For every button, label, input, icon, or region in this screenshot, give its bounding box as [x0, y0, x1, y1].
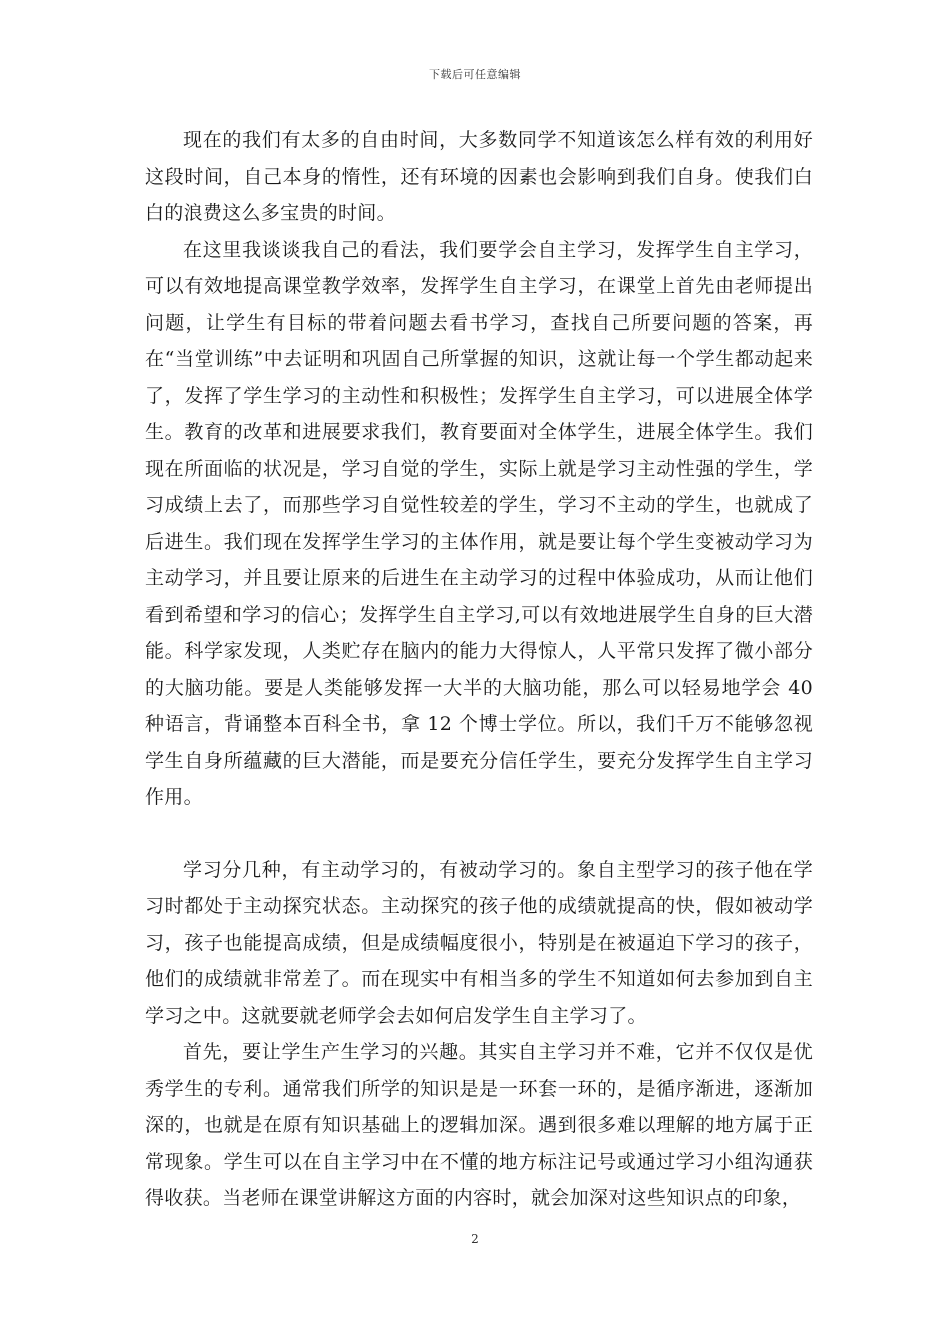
page-header: 下载后可任意编辑 — [429, 68, 521, 81]
paragraph-spacer — [145, 816, 813, 852]
paragraph-self-learning-view: 在这里我谈谈我自己的看法，我们要学会自主学习，发挥学生自主学习，可以有效地提高课堂教学效率，发挥学生自主学习，在课堂上首先由老师提出问题，让学生有目标的带着问题去看书学习，查找自己所要问题的答案，再在“当堂训练”中去证明和巩固自己所掌握的知识，这就让每一个学生都动起来了，发挥了学生学习的主动性和积极性；发挥学生自主学习，可以进展全体学生。教育的改革和进展要求我们，教育要面对全体学生，进展全体学生。我们现在所面临的状况是，学习自觉的学生，实际上就是学习主动性强的学生，学习成绩上去了，而那些学习自觉性较差的学生，学习不主动的学生，也就成了后进生。我们现在发挥学生学习的主体作用，就是要让每个学生变被动学习为主动学习，并且要让原来的后进生在主动学习的过程中体验成功，从而让他们看到希望和学习的信心；发挥学生自主学习,可以有效地进展学生自身的巨大潜能。科学家发现，人类贮存在脑内的能力大得惊人，人平常只发挥了微小部分的大脑功能。要是人类能够发挥一大半的大脑功能，那么可以轻易地学会 40 种语言，背诵整本百科全书，拿 12 个博士学位。所以，我们千万不能够忽视学生自身所蕴藏的巨大潜能，而是要充分信任学生，要充分发挥学生自主学习作用。 — [145, 238, 813, 808]
page-number: 2 — [471, 1232, 479, 1246]
paragraph-learning-types: 学习分几种，有主动学习的，有被动学习的。象自主型学习的孩子他在学习时都处于主动探究状态。主动探究的孩子他的成绩就提高的快，假如被动学习，孩子也能提高成绩，但是成绩幅度很小，特别是在被逼迫下学习的孩子，他们的成绩就非常差了。而在现实中有相当多的学生不知道如何去参加到自主学习之中。这就要就老师学会去如何启发学生自主学习了。 — [145, 858, 813, 1027]
paragraph-interest: 首先，要让学生产生学习的兴趣。其实自主学习并不难，它并不仅仅是优秀学生的专利。通常我们所学的知识是是一环套一环的，是循序渐进，逐渐加深的，也就是在原有知识基础上的逻辑加深。遇到很多难以理解的地方属于正常现象。学生可以在自主学习中在不懂的地方标注记号或通过学习小组沟通获得收获。当老师在课堂讲解这方面的内容时，就会加深对这些知识点的印象， — [145, 1041, 813, 1209]
paragraph-free-time: 现在的我们有太多的自由时间，大多数同学不知道该怎么样有效的利用好这段时间，自己本身的惰性，还有环境的因素也会影响到我们自身。使我们白白的浪费这么多宝贵的时间。 — [145, 129, 813, 224]
document-body — [145, 122, 813, 1217]
